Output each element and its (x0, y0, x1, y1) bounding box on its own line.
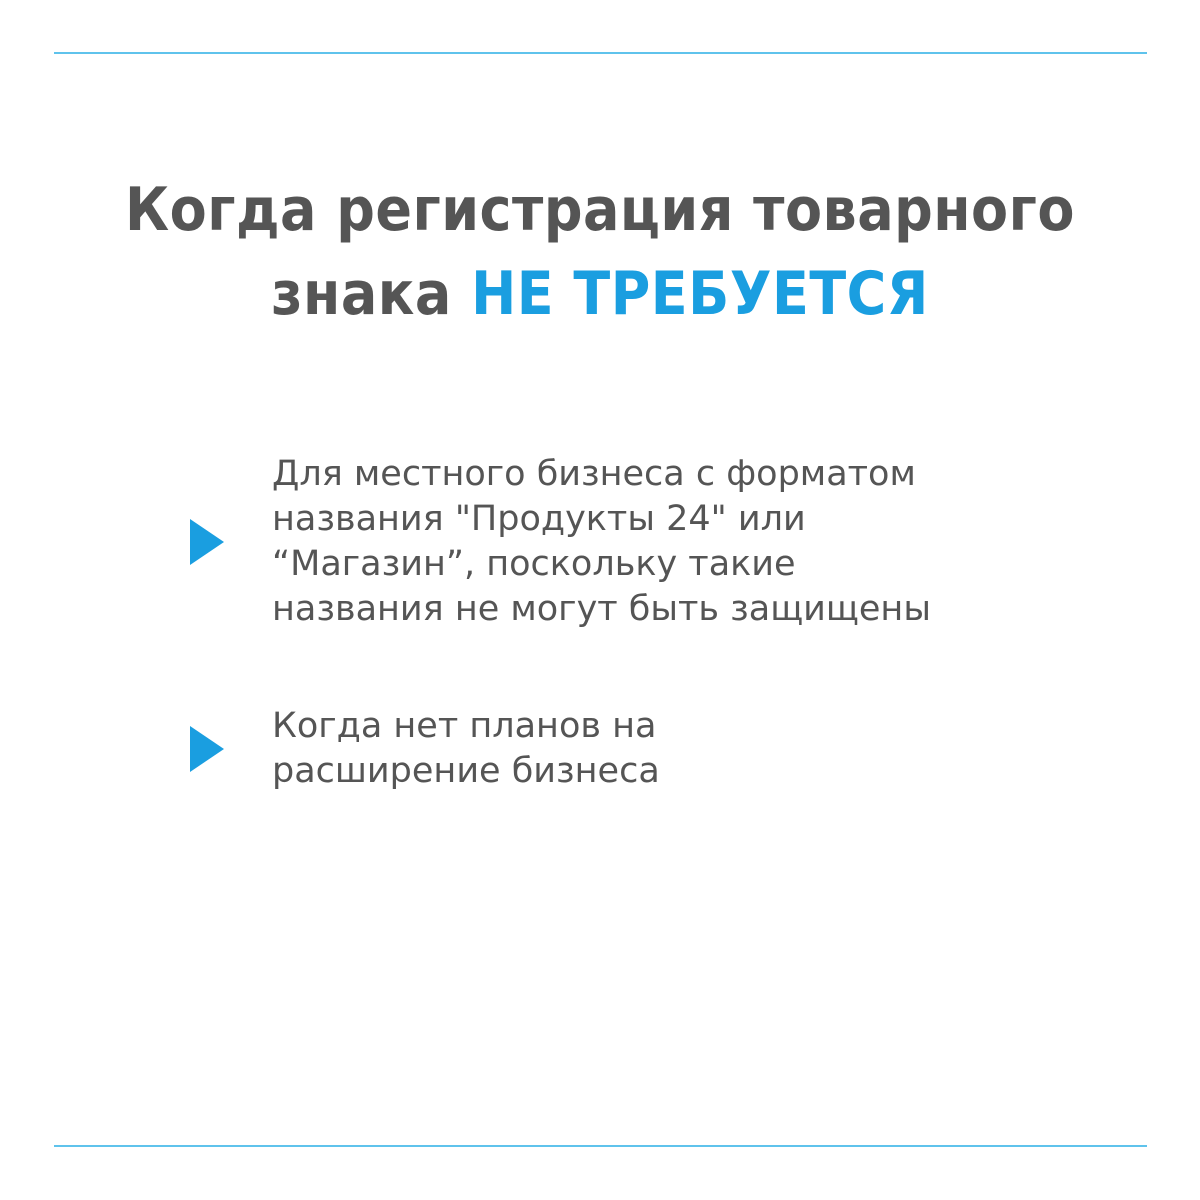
bottom-divider (54, 1145, 1147, 1147)
list-item (190, 452, 992, 632)
title-line-2 (0, 252, 1200, 336)
triangle-right-icon (190, 519, 224, 565)
title-line-1: Когда регистрация товарного (125, 175, 1075, 245)
list-item-text: Когда нет планов на расширение бизнеса (272, 706, 660, 791)
title-accent: НЕ ТРЕБУЕТСЯ (471, 259, 929, 329)
triangle-right-icon (190, 726, 224, 772)
title-prefix: знака (271, 259, 472, 329)
list-item (190, 704, 992, 794)
list-item-text: Для местного бизнеса с форматом названия "Продукты 24" или “Магазин”, поскольку такие названия не могут быть защищены (272, 454, 931, 629)
top-divider (54, 52, 1147, 54)
page-title (0, 168, 1200, 336)
